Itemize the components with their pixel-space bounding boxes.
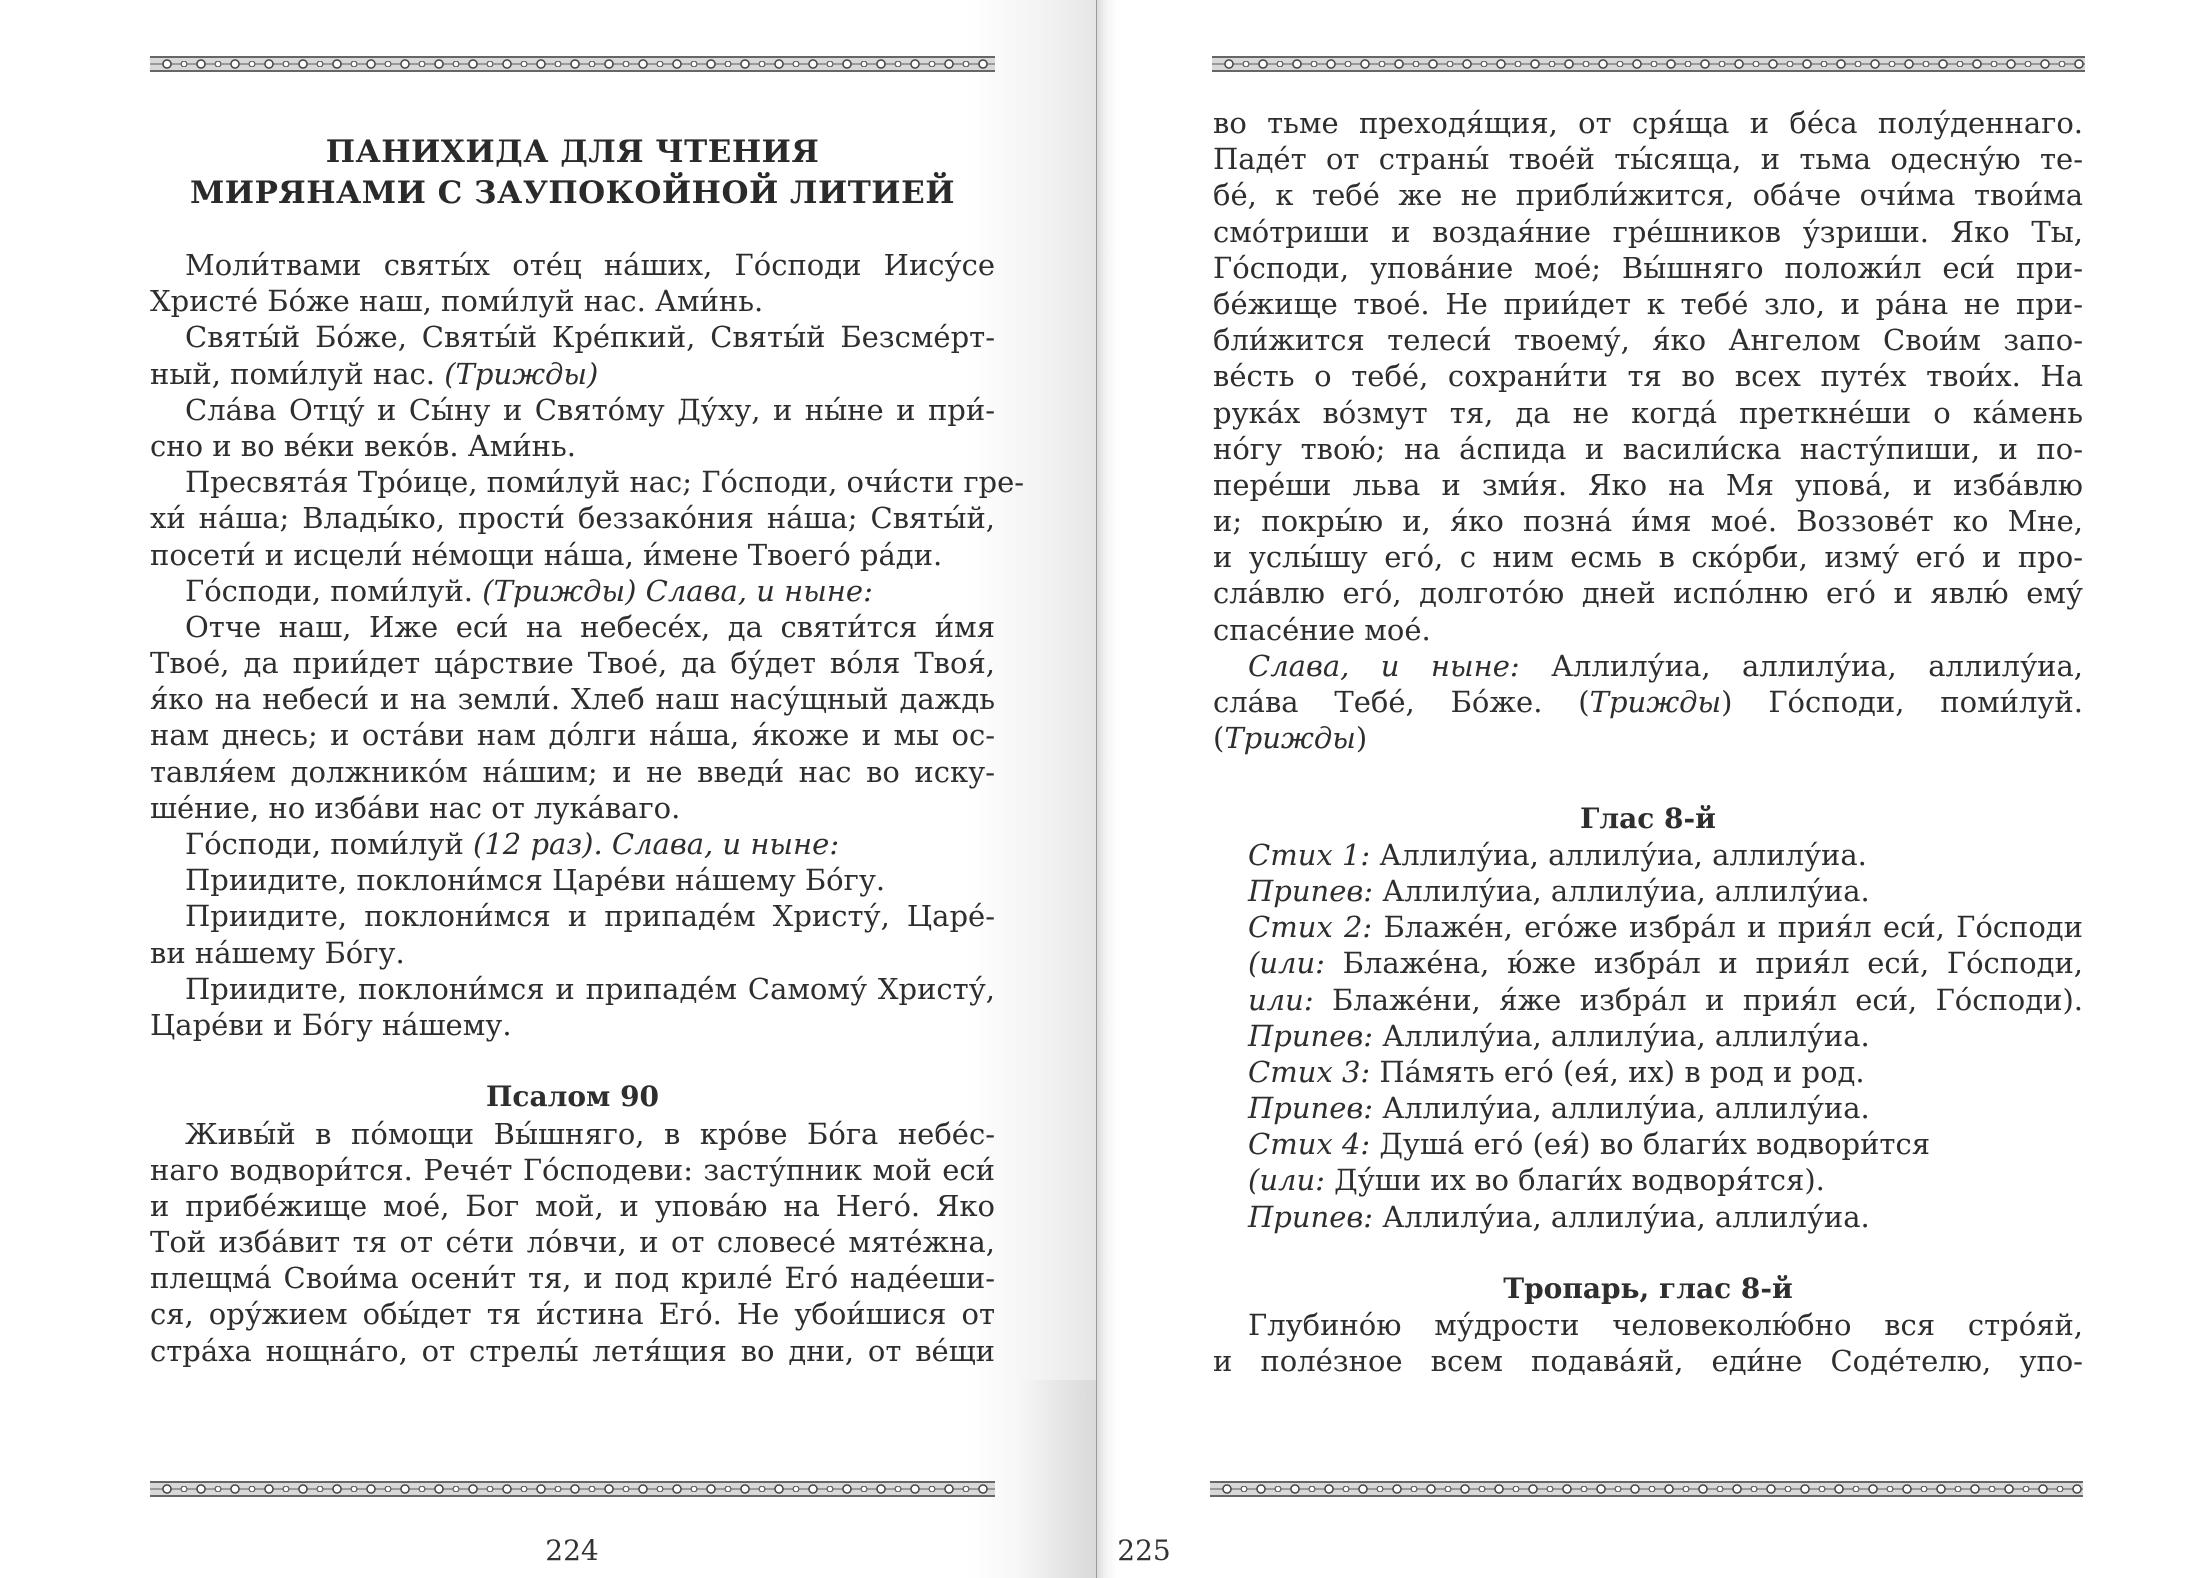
- rubric: Слава, и ныне:: [1248, 648, 1520, 683]
- text-line: Слава, и ныне: Аллилу́иа, аллилу́иа, аллилу́иа,: [1248, 648, 2084, 683]
- spacer: [150, 1043, 995, 1079]
- text-line: Го́споди, поми́луй (12 раз). Слава, и ныне:: [185, 827, 840, 861]
- rubric: (12 раз). Слава, и ныне:: [473, 827, 840, 861]
- text-line: бе́жище твое́. Не прии́дет к тебе́ зло, и ра́на не при-: [1213, 286, 2083, 321]
- page-number: 224: [545, 1534, 599, 1567]
- text-line: сла́ва Тебе́, Бо́же. (Трижды) Го́споди, поми́луй.: [1213, 685, 2083, 719]
- text-line: Той изба́вит тя от се́ти ло́вчи, и от словесе́ мяте́жна,: [150, 1225, 995, 1260]
- glas-heading: Глас 8-й: [1580, 801, 1716, 835]
- text-line: сно и во ве́ки веко́в. Ами́нь.: [150, 428, 576, 463]
- verse-line: Стих 3: Па́мять его́ (ея́, их) в род и род.: [1248, 1054, 1865, 1089]
- verse-label: Припев:: [1248, 1091, 1374, 1126]
- gutter-shadow: [1020, 1380, 1097, 1578]
- verse-line: Стих 1: Аллилу́иа, аллилу́иа, аллилу́иа.: [1248, 837, 1867, 872]
- text-line: Христе́ Бо́же наш, поми́луй нас. Ами́нь.: [150, 284, 764, 319]
- verse-label: (или:: [1248, 946, 1325, 981]
- bottom-ornament-border: [150, 1481, 995, 1497]
- verse-label: Стих 2:: [1248, 910, 1373, 945]
- top-ornament-border: [1212, 56, 2085, 72]
- text-line: Святы́й Бо́же, Святы́й Кре́пкий, Святы́й Безсме́рт-: [185, 320, 995, 355]
- text-line: ве́сть о тебе́, сохрани́ти тя во всех путе́х твои́х. На: [1213, 359, 2083, 394]
- troparion-heading: Тропарь, глас 8-й: [1503, 1272, 1793, 1305]
- rubric: (Трижды): [444, 356, 599, 391]
- text-line: Пресвята́я Тро́ице, поми́луй нас; Го́споди, очи́сти гре-: [185, 465, 1025, 500]
- text-line: и поле́зное всем подава́яй, еди́не Соде́телю, упо-: [1213, 1344, 2083, 1379]
- rubric: Трижды: [1224, 721, 1356, 756]
- text-line: плещма́ Свои́ма осени́т тя, и под криле́ Его́ наде́еши-: [150, 1261, 995, 1296]
- text-line: тавля́ем должнико́м на́шим; и не введи́ нас во иску-: [150, 754, 995, 789]
- prayer-text: [150, 247, 1025, 1369]
- text-line: Сла́ва Отцу́ и Сы́ну и Свято́му Ду́ху, и ны́не и при́-: [185, 392, 995, 427]
- psalm-continuation: [1213, 105, 2083, 1380]
- spacer: [1213, 1235, 2083, 1271]
- bottom-ornament-border: [1210, 1481, 2083, 1497]
- verse-line: или: Блаже́ни, я́же избра́л и прия́л еси́, Го́споди).: [1248, 982, 2083, 1017]
- text-line: Моли́твами святы́х оте́ц на́ших, Го́споди Иису́се: [185, 248, 995, 282]
- left-page: [0, 0, 1097, 1578]
- verse-line: (или: Ду́ши их во благи́х водворя́тся).: [1248, 1163, 1825, 1198]
- text-line: спасе́ние мое́.: [1213, 612, 1431, 647]
- text-line: Приидите, поклони́мся Царе́ви на́шему Бо́гу.: [185, 863, 886, 898]
- text-line: Приидите, поклони́мся и припаде́м Самому́ Христу́,: [185, 971, 995, 1006]
- text-line: (Трижды): [1213, 721, 1368, 756]
- text-line: Живы́й в по́мощи Вы́шняго, в кро́ве Бо́га небе́с-: [185, 1116, 995, 1151]
- text-line: Го́споди, поми́луй. (Трижды) Слава, и ныне:: [185, 573, 873, 608]
- verse-line: Стих 4: Душа́ его́ (ея́) во благи́х водвори́тся: [1248, 1127, 1931, 1162]
- text-line: ный, поми́луй нас. (Трижды): [150, 356, 599, 391]
- verse-line: Стих 2: Блаже́н, его́же избра́л и прия́л еси́, Го́споди: [1248, 910, 2083, 945]
- verse-line: Припев: Аллилу́иа, аллилу́иа, аллилу́иа.: [1248, 1199, 1870, 1234]
- text-line: ви на́шему Бо́гу.: [150, 935, 405, 970]
- verse-label: Припев:: [1248, 1018, 1374, 1053]
- text-line: ся, ору́жием обы́дет тя и́стина Его́. Не убои́шися от: [150, 1297, 995, 1332]
- text-line: Царе́ви и Бо́гу на́шему.: [150, 1007, 512, 1042]
- verse-line: Припев: Аллилу́иа, аллилу́иа, аллилу́иа.: [1248, 1091, 1870, 1126]
- verse-label: или:: [1248, 982, 1314, 1017]
- verse-label: Припев:: [1248, 1199, 1374, 1234]
- text-line: во тьме преходя́щия, от сря́ща и бе́са полу́деннаго.: [1213, 106, 2083, 140]
- text-line: я́ко на небеси́ и на земли́. Хлеб наш насу́щный даждь: [150, 682, 995, 717]
- verse-label: Стих 1:: [1248, 837, 1371, 872]
- text-line: и; покры́ю и, я́ко позна́ и́мя мое́. Воззове́т ко Мне,: [1213, 504, 2083, 539]
- verse-line: Припев: Аллилу́иа, аллилу́иа, аллилу́иа.: [1248, 1018, 1870, 1053]
- text-line: посети́ и исцели́ не́мощи на́ша, и́мене Твоего́ ра́ди.: [150, 537, 943, 572]
- text-line: Твое́, да прии́дет ца́рствие Твое́, да бу́дет во́ля Твоя́,: [150, 646, 995, 681]
- text-line: и услы́шу его́, с ним есмь в ско́рби, изму́ его́ и про-: [1213, 540, 2083, 575]
- text-line: бе́, к тебе́ же не прибли́жится, оба́че очи́ма твои́ма: [1213, 178, 2083, 213]
- text-line: рука́х во́змут тя, да не когда́ преткне́ши о ка́мень: [1213, 395, 2083, 430]
- text-line: нам днесь; и оста́ви нам до́лги на́ша, я́коже и мы ос-: [150, 718, 995, 753]
- text-line: Го́споди, упова́ние мое́; Вы́шняго положи́л еси́ при-: [1213, 250, 2083, 285]
- rubric: Трижды: [1589, 685, 1722, 719]
- text-line: Глубино́ю му́дрости человеколю́бно вся стро́яй,: [1248, 1308, 2083, 1343]
- verse-label: (или:: [1248, 1163, 1325, 1198]
- top-ornament-border: [150, 56, 995, 72]
- verse-label: Стих 3:: [1248, 1054, 1371, 1089]
- verse-label: Стих 4:: [1248, 1127, 1371, 1162]
- text-line: Паде́т от страны́ твое́й ты́сяща, и тьма одесну́ю те-: [1213, 142, 2083, 177]
- right-page: [1097, 0, 2200, 1578]
- text-line: Приидите, поклони́мся и припаде́м Христу́, Царе́-: [185, 899, 995, 934]
- page-title: [150, 132, 995, 214]
- text-line: стра́ха нощна́го, от стрелы́ летя́щия во дни, от ве́щи: [150, 1333, 995, 1368]
- psalm-heading: Псалом 90: [485, 1080, 660, 1114]
- text-line: ше́ние, но изба́ви нас от лука́ваго.: [150, 790, 681, 825]
- rubric: (Трижды) Слава, и ныне:: [482, 573, 873, 608]
- title-line-2: МИРЯНАМИ С ЗАУПОКОЙНОЙ ЛИТИЕЙ: [189, 175, 956, 211]
- text-line: сла́влю его́, долгото́ю дней испо́лню его́ и явлю́ ему́: [1213, 576, 2083, 611]
- text-line: хи́ на́ша; Влады́ко, прости́ беззако́ния на́ша; Святы́й,: [150, 501, 995, 536]
- text-line: пере́ши льва и зми́я. Яко на Мя упова́, и изба́влю: [1213, 467, 2083, 502]
- spacer: [1213, 756, 2083, 792]
- text-line: но́гу твою́; на а́спида и васили́ска насту́пиши, и по-: [1213, 431, 2083, 466]
- title-line-1: ПАНИХИДА ДЛЯ ЧТЕНИЯ: [325, 134, 820, 170]
- verse-label: Припев:: [1248, 873, 1374, 908]
- text-line: Отче наш, Иже еси́ на небесе́х, да святи́тся и́мя: [185, 609, 995, 644]
- verse-line: Припев: Аллилу́иа, аллилу́иа, аллилу́иа.: [1248, 873, 1870, 908]
- text-line: наго водвори́тся. Рече́т Го́сподеви: засту́пник мой еси́: [150, 1152, 995, 1187]
- text-line: смо́триши и воздая́ние гре́шников у́зриши. Яко Ты,: [1213, 214, 2083, 249]
- text-line: бли́жится телеси́ твоему́, я́ко Ангелом Свои́м запо-: [1213, 323, 2083, 358]
- text-line: и прибе́жище мое́, Бог мой, и упова́ю на Него́. Яко: [150, 1188, 995, 1223]
- page-number: 225: [1117, 1534, 1171, 1567]
- verse-line: (или: Блаже́на, ю́же избра́л и прия́л еси́, Го́споди,: [1248, 946, 2083, 981]
